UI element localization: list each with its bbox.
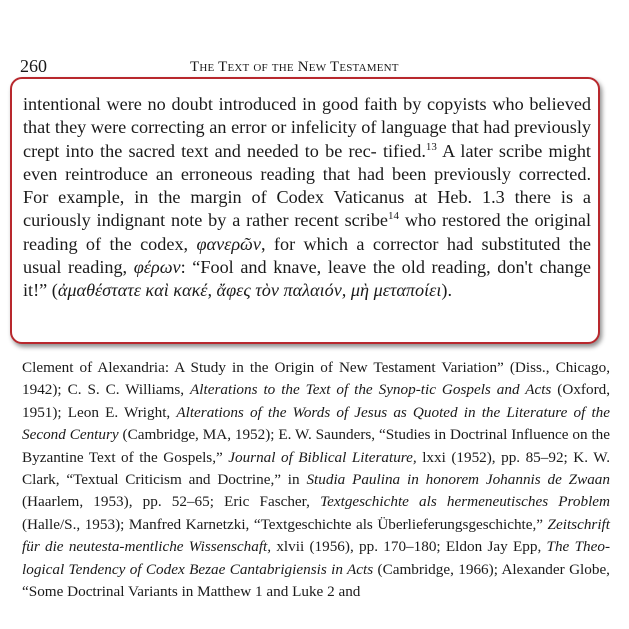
footnote-ref-13: 13 [425,140,437,153]
excerpt-text-2: tified. [382,140,426,161]
footnote-seg-7: xlvii (1956), pp. 170–180; Eldon Jay Epp, [271,538,547,556]
footnote-seg-1: Clement of Alexandria: A Study in the Origin of New Testament Variation” (Diss., Chicago, 1942); C. S. C. Williams, [22,359,610,399]
footnote-text [22,357,610,603]
excerpt-paragraph [23,93,591,303]
excerpt-text-4: who restored the original reading of the codex, [23,210,592,254]
page-number: 260 [20,56,47,76]
highlighted-excerpt [10,77,600,344]
footnote-seg-4: lxxi (1952), pp. 85–92; K. W. Clark, “Textual Criticism and Doctrine,” in [22,448,610,489]
running-head: The Text of the New Testament [190,59,399,75]
footnote-title-7: The Theo-logical Tendency of Codex Bezae Cantabrigiensis in Acts [22,538,611,578]
footnote-title-5: Textgeschichte als hermeneutisches Problem [320,493,610,511]
excerpt-text-6: : “Fool and knave, leave the old reading, don't change it!” ( [23,257,591,301]
footnote-title-3: Journal of Biblical Literature, [228,448,417,466]
footnote-seg-8: (Cambridge, 1966); Alexander Globe, “Some Doctrinal Variants in Matthew 1 and Luke 2 and [22,560,610,601]
excerpt-text-5: , for which a corrector had substituted the usual reading, [23,233,591,278]
page-header [20,54,608,78]
footnote-seg-5: (Haarlem, 1953), pp. 52–65; Eric Fascher, [22,493,321,511]
excerpt-text-3: A later scribe might even reintroduce an erroneous reading that had been previously corrected. For example, in the margin of Codex Vaticanus at Heb. 1.3 there is a curiously indignant note by a rather recent scribe [23,140,591,231]
excerpt-text-1: intentional were no doubt introduced in good faith by copyists who believed that they were correcting an error or infelicity of language that had previously crept into the sacred text and needed to be rec- [23,94,591,161]
greek-quotation: ἀμαθέστατε καὶ κακέ, ἄφες τὸν παλαιόν, μὴ μεταποίει [57,280,442,301]
footnote-seg-2: (Oxford, 1951); Leon E. Wright, [22,381,611,421]
footnote-seg-3: (Cambridge, MA, 1952); E. W. Saunders, “Studies in Doctrinal Influence on the Byzantine Text of the Gospels,” [22,426,610,466]
footnote-title-1: Alterations to the Text of the Synop-tic Gospels and Acts [190,381,552,399]
footnote-title-4: Studia Paulina in honorem Johannis de Zwaan [306,471,610,489]
footnote-seg-6: (Halle/S., 1953); Manfred Karnetzki, “Textgeschichte als Überlieferungsgeschichte,” [22,515,548,533]
footnote-ref-14: 14 [388,210,400,223]
greek-reading-1: φανερῶν [196,233,261,254]
footnote-title-2: Alterations of the Words of Jesus as Quoted in the Literature of the Second Century [22,403,610,444]
excerpt-text-7: ). [441,280,453,301]
greek-reading-2: φέρων [133,257,181,278]
footnote-title-6: Zeitschrift für die neutesta-mentliche Wissenschaft, [22,515,610,556]
